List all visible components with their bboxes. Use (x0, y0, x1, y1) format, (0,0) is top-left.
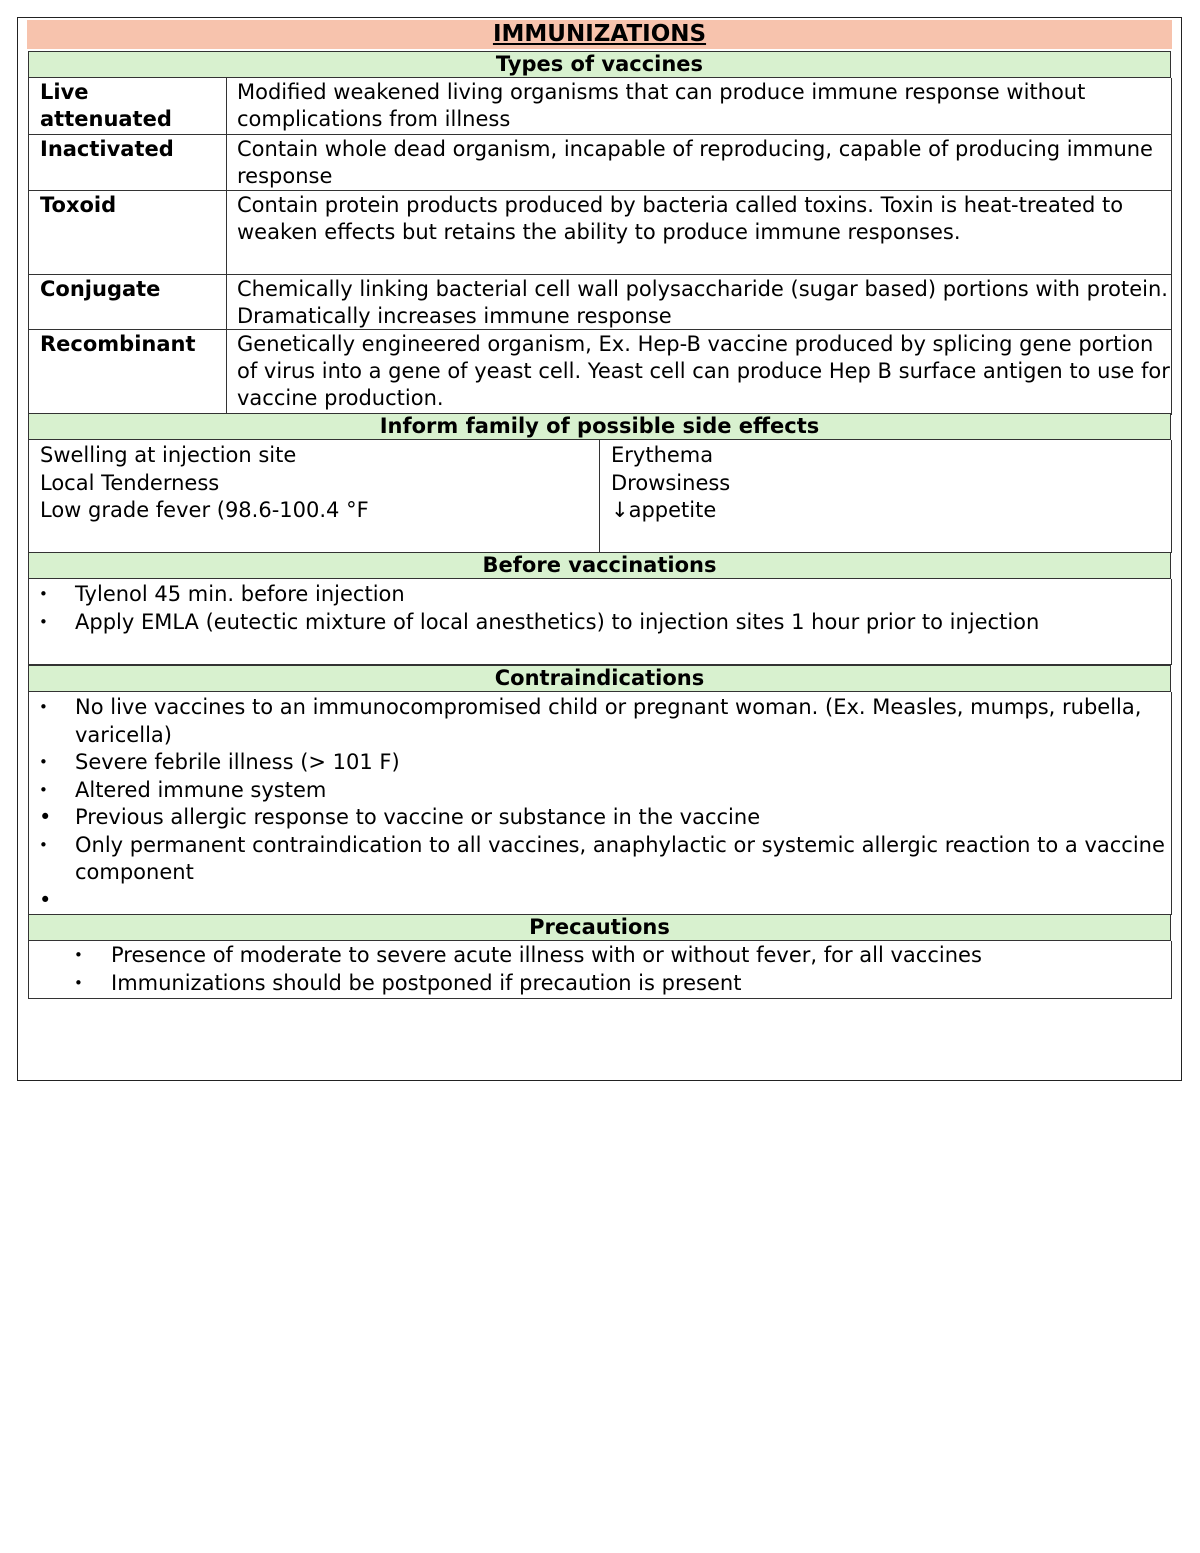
table-row (29, 135, 1171, 191)
vaccine-type-term: Live attenuated (29, 78, 227, 134)
contraindications-box (28, 692, 1172, 915)
side-effects-left-column (29, 440, 600, 552)
list-item: • Previous allergic response to vaccine or substance in the vaccine (39, 805, 761, 829)
precautions-list (29, 942, 1171, 997)
list-item: • Altered immune system (39, 777, 327, 802)
table-row (29, 78, 1171, 135)
list-item: • Only permanent contraindication to all vaccines, anaphylactic or systemic allergic reaction to a vaccine component (39, 832, 1165, 884)
list-item: • No live vaccines to an immunocompromised child or pregnant woman. (Ex. Measles, mumps, rubella, varicella) (39, 695, 1142, 747)
list-item: • (39, 887, 52, 912)
precautions-box (28, 941, 1172, 999)
table-row (29, 275, 1171, 330)
vaccine-type-definition: Chemically linking bacterial cell wall polysaccharide (sugar based) portions with protein. Dramatically increases immune response (237, 277, 1168, 328)
before-list (29, 581, 1171, 636)
vaccine-type-term: Recombinant (29, 330, 227, 414)
page-title: IMMUNIZATIONS (27, 20, 1172, 49)
list-item: • Presence of moderate to severe acute illness with or without fever, for all vaccines (74, 943, 982, 967)
side-effect-item: Erythema (611, 443, 714, 467)
vaccine-type-term: Toxoid (29, 191, 227, 274)
vaccine-type-term: Conjugate (29, 275, 227, 329)
section-heading-precautions: Precautions (28, 914, 1171, 941)
section-heading-side-effects: Inform family of possible side effects (28, 413, 1171, 440)
side-effect-item: Local Tenderness (40, 470, 220, 495)
section-heading-types: Types of vaccines (28, 51, 1171, 78)
vaccine-type-definition: Contain protein products produced by bacteria called toxins. Toxin is heat-treated to weaken effects but retains the ability to produce immune responses. (237, 193, 1124, 244)
section-heading-before: Before vaccinations (28, 552, 1171, 579)
table-row (29, 191, 1171, 275)
table-row (29, 330, 1171, 414)
vaccine-type-term: Inactivated (29, 135, 227, 190)
section-heading-contraindications: Contraindications (28, 665, 1171, 692)
list-item: • Immunizations should be postponed if precaution is present (74, 970, 742, 995)
list-item: • Tylenol 45 min. before injection (39, 582, 405, 606)
vaccine-type-definition: Contain whole dead organism, incapable of reproducing, capable of producing immune response (237, 137, 1153, 188)
side-effects-box (28, 440, 1172, 553)
side-effect-item: Low grade fever (98.6-100.4 °F (40, 498, 369, 522)
list-item: • Apply EMLA (eutectic mixture of local anesthetics) to injection sites 1 hour prior to injection (39, 609, 1040, 634)
vaccine-type-definition: Modified weakened living organisms that can produce immune response without complications from illness (237, 80, 1086, 131)
side-effect-item: Drowsiness (611, 470, 731, 495)
side-effect-item: ↓appetite (611, 498, 717, 522)
contraindications-list (29, 694, 1171, 914)
before-vaccinations-box (28, 579, 1172, 665)
side-effect-item: Swelling at injection site (40, 443, 297, 467)
list-item: • Severe febrile illness (> 101 F) (39, 750, 400, 774)
vaccine-types-table (28, 78, 1172, 415)
vaccine-type-definition: Genetically engineered organism, Ex. Hep-B vaccine produced by splicing gene portion of virus into a gene of yeast cell. Yeast cell can produce Hep B surface antigen to use for vaccine production. (237, 332, 1170, 410)
side-effects-right-column (600, 440, 730, 552)
